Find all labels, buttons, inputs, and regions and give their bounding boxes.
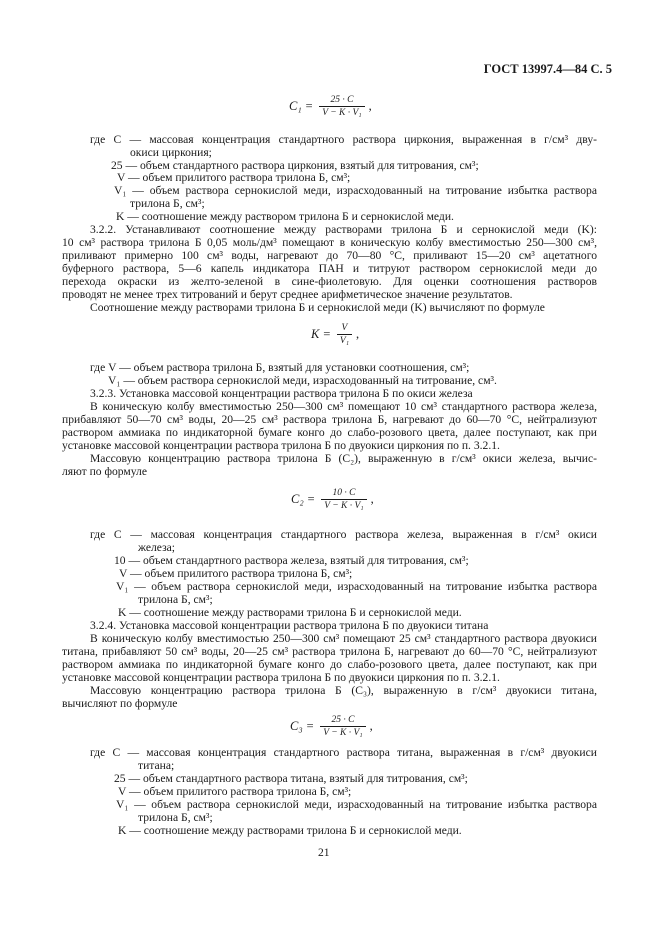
formula-tail: , xyxy=(370,492,374,506)
where-line: трилона Б, см³; xyxy=(138,593,213,606)
where-line: трилона Б, см³; xyxy=(130,197,205,210)
where-line: 25 — объем стандартного раствора титана, взятый для титрования, см³; xyxy=(114,772,468,785)
paragraph-line: прибавляют 50—70 см³ воды, 20—25 см³ раствора трилона Б, нагревают до 60—70 °С, нейтрализуют xyxy=(62,413,597,426)
fraction xyxy=(320,715,365,738)
paragraph-line: В коническую колбу вместимостью 250—300 см³ помещают 10 см³ стандартного раствора железа, xyxy=(90,400,597,413)
section-heading: 3.2.3. Установка массовой концентрации раствора трилона Б по окиси железа xyxy=(90,387,473,400)
formula-tail: , xyxy=(356,327,360,341)
formula-tail: , xyxy=(368,99,372,113)
paragraph-line: приливают примерно 100 см³ воды, нагревают до 70—80 °С, приливают 15—20 см³ ацетатного xyxy=(62,249,597,262)
page-header: ГОСТ 13997.4—84 С. 5 xyxy=(483,62,612,76)
numerator: 25 · C xyxy=(331,715,355,725)
where-line: K — соотношение между растворами трилона Б и сернокислой меди. xyxy=(118,606,462,619)
paragraph-line: 10 см³ раствора трилона Б 0,05 моль/дм³ помещают в коническую колбу вместимостью 250—300 см³, xyxy=(62,236,597,249)
where-line: V₁ — объем раствора сернокислой меди, израсходованный на титрование, см³. xyxy=(108,374,497,387)
fraction xyxy=(319,95,364,118)
where-line: V — объем прилитого раствора трилона Б, см³; xyxy=(119,567,353,580)
paragraph-line: Массовую концентрацию раствора трилона Б (C₃), выраженную в г/см³ двуокиси титана, xyxy=(90,684,597,697)
where-line: где V — объем раствора трилона Б, взятый для установки соотношения, см³; xyxy=(90,361,470,374)
where-line: окиси циркония; xyxy=(130,146,212,159)
paragraph-line: буферного раствора, 5—6 капель индикатора ПАН и титруют раствором сернокислой меди до xyxy=(62,262,597,275)
formula-lhs: C₁ = xyxy=(289,99,314,113)
paragraph-line: установке массовой концентрации раствора трилона Б по двуокиси циркония по п. 3.2.1. xyxy=(62,671,500,684)
formula-c1 xyxy=(289,95,372,118)
where-line: где C — массовая концентрация стандартного раствора титана, выраженная в г/см³ двуокиси xyxy=(90,746,597,759)
formula-c2 xyxy=(291,488,374,511)
where-line: где C — массовая концентрация стандартного раствора железа, выраженная в г/см³ окиси xyxy=(90,528,597,541)
where-line: железа; xyxy=(138,541,176,554)
denominator: V − K · V₁ xyxy=(319,106,364,118)
paragraph-line: титана, прибавляют 50 см³ воды, 20—25 см³ раствора трилона Б, нагревают до 60—70 °С, нейтрализуют xyxy=(62,645,597,658)
where-line: 10 — объем стандартного раствора железа, взятый для титрования, см³; xyxy=(114,554,469,567)
where-line: V₁ — объем раствора сернокислой меди, израсходованный на титрование избытка раствора xyxy=(116,798,597,811)
formula-k xyxy=(311,323,359,346)
where-line: V — объем прилитого раствора трилона Б, см³; xyxy=(117,171,351,184)
formula-lhs: C₂ = xyxy=(291,492,316,506)
paragraph-line: 3.2.2. Устанавливают соотношение между растворами трилона Б и сернокислой меди (K): xyxy=(90,223,597,236)
where-line: V — объем прилитого раствора трилона Б, см³; xyxy=(118,785,352,798)
paragraph-line: раствором аммиака по индикаторной бумаге конго до слабо-розового цвета, далее поступают, как при xyxy=(62,426,597,439)
denominator: V − K · V₁ xyxy=(321,499,366,511)
fraction xyxy=(337,323,352,346)
denominator: V₁ xyxy=(337,334,352,346)
numerator: 25 · C xyxy=(330,95,354,105)
numerator: 10 · C xyxy=(332,488,356,498)
page-number: 21 xyxy=(318,846,330,859)
where-line: трилона Б, см³; xyxy=(138,811,213,824)
section-heading: 3.2.4. Установка массовой концентрации раствора трилона Б по двуокиси титана xyxy=(90,619,489,632)
where-line: K — соотношение между раствором трилона Б и сернокислой меди. xyxy=(116,210,454,223)
paragraph-line: Массовую концентрацию раствора трилона Б (C₂), выраженную в г/см³ окиси железа, вычис- xyxy=(90,452,597,465)
formula-lhs: K = xyxy=(311,327,331,341)
denominator: V − K · V₁ xyxy=(320,726,365,738)
paragraph-line: ляют по формуле xyxy=(62,465,147,478)
paragraph-line: установке массовой концентрации раствора трилона Б по двуокиси циркония по п. 3.2.1. xyxy=(62,439,500,452)
where-line: V₁ — объем раствора сернокислой меди, израсходованный на титрование избытка раствора xyxy=(116,580,597,593)
formula-c3 xyxy=(290,715,373,738)
where-line: где C — массовая концентрация стандартного раствора циркония, выраженная в г/см³ дву- xyxy=(90,133,597,146)
formula-tail: , xyxy=(369,719,373,733)
paragraph-line: перехода окраски из желто-зеленой в сине-фиолетовую. Для оценки соотношения растворов xyxy=(62,275,597,288)
where-line: 25 — объем стандартного раствора циркония, взятый для титрования, см³; xyxy=(111,159,479,172)
numerator: V xyxy=(341,323,348,333)
paragraph-line: проводят не менее трех титрований и берут среднее арифметическое значение результатов. xyxy=(62,288,513,301)
paragraph-line: Соотношение между растворами трилона Б и сернокислой меди (K) вычисляют по формуле xyxy=(90,301,545,314)
paragraph-line: вычисляют по формуле xyxy=(62,697,178,710)
paragraph-line: В коническую колбу вместимостью 250—300 см³ помещают 25 см³ стандартного раствора двуокиси xyxy=(90,632,597,645)
where-line: K — соотношение между растворами трилона Б и сернокислой меди. xyxy=(118,824,462,837)
where-line: V₁ — объем раствора сернокислой меди, израсходованный на титрование избытка раствора xyxy=(114,184,597,197)
formula-lhs: C₃ = xyxy=(290,719,315,733)
fraction xyxy=(321,488,366,511)
where-line: титана; xyxy=(138,759,175,772)
paragraph-line: раствором аммиака по индикаторной бумаге конго до слабо-розового цвета, далее поступают, как при xyxy=(62,658,597,671)
